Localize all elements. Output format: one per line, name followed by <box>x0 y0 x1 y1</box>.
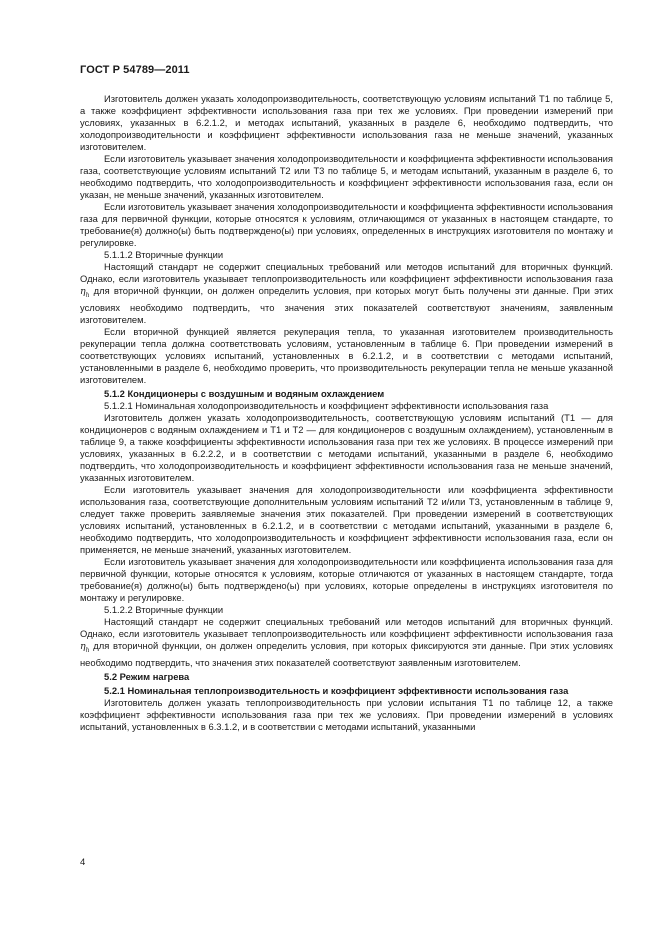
paragraph: Если вторичной функцией является рекуперация тепла, то указанная изготовителем производительность рекуперации тепла должна соответствовать условиям, установленным в таблице 6. При проведении измерений в соответствующих условиях испытаний, установленных в 6.2.1.2, и в соответствии с методами испытаний, установленными в разделе 6, необходимо проверить, что производительность рекуперации тепла не меньше указанной изготовителем. <box>80 325 613 385</box>
eta-subscript: h <box>85 646 90 654</box>
paragraph-part: для вторичной функции, он должен определить условия, при которых фиксируются эти данные. При этих условиях необходимо подтвердить, что значения этих показателей соответствуют заявленным изготовителем. <box>80 639 613 668</box>
document-body <box>80 93 613 733</box>
section-heading: 5.2.1 Номинальная теплопроизводительность и коэффициент эффективности использования газа <box>104 684 569 696</box>
paragraph-part: для вторичной функции, он должен определить условия, при которых могут быть получены эти данные. При этих условиях необходимо подтвердить, что значения этих показателей соответствуют значениям, заявленным изготовителем. <box>80 285 614 325</box>
eta-symbol <box>80 286 90 297</box>
paragraph-part: Настоящий стандарт не содержит специальных требований или методов испытаний для вторичных функций. Однако, если изготовитель указывает теплопроизводительность или коэффициент эффективности использования газа <box>80 261 613 284</box>
subsection-heading: 5.1.1.2 Вторичные функции <box>104 249 224 260</box>
paragraph: Если изготовитель указывает значения холодопроизводительности и коэффициента эффективности использования газа, соответствующие условиям испытаний Т2 или Т3 по таблице 5, и методам испытаний, указанным в разделе 6, то необходимо подтвердить, что холодопроизводительность и коэффициент эффективности использования газа, если он указан, не меньше значений, указанных изготовителем. <box>80 153 613 200</box>
page-number: 4 <box>80 857 86 868</box>
paragraph-with-symbol <box>80 616 613 669</box>
paragraph: Изготовитель должен указать холодопроизводительность, соответствующую условиям испытаний (Т1 — для кондиционеров с водяным охлаждением и Т1 и Т2 — для кондиционеров с воздушным охлаждением), установленным в таблице 9, а также коэффициенты эффективности использования газа при тех же условиях. В процессе измерений при условиях, указанных в 6.2.2.2, и в соответствии с методами испытаний, указанными в разделе 6, необходимо подтвердить, что холодопроизводительность и коэффициент эффективности использования газа не меньше значений, указанных изготовителем. <box>80 411 613 483</box>
paragraph: Изготовитель должен указать теплопроизводительность при условии испытания Т1 по таблице 12, а также коэффициент эффективности использования газа при тех же условиях. При проведении измерений в условиях испытаний, установленных в 6.3.1.2, и в соответствии с методами испытаний, указанными <box>80 696 613 732</box>
paragraph: Если изготовитель указывает значения для холодопроизводительности или коэффициента использования газа для первичной функции, которые относятся к условиям, которые отличаются от указанных в настоящем стандарте, тогда требование(я) должно(ы) быть подтверждено(ы) при условиях, которые определены в инструкциях изготовителя по монтажу и регулировке. <box>80 555 613 603</box>
subsection-heading: 5.1.2.1 Номинальная холодопроизводительность и коэффициент эффективности использования газа <box>104 399 549 411</box>
subsection-heading: 5.1.2.2 Вторичные функции <box>104 603 224 615</box>
paragraph: Если изготовитель указывает значения для холодопроизводительности или коэффициента эффективности использования газа, соответствующие дополнительным условиям испытаний Т2 и/или Т3, установленным в таблице 9, следует также проверить заявляемые значения этих показателей. При проведении измерений в соответствующих условиях испытаний, установленных в 6.2.1.2, и в соответствии с методами испытаний, указанными в разделе 6, необходимо подтвердить, что холодопроизводительность и коэффициент эффективности использования газа, если он применяется, не меньше значений, указанных изготовителем. <box>80 483 613 555</box>
paragraph-with-symbol <box>80 261 613 326</box>
eta-letter: η <box>80 640 86 652</box>
eta-subscript: h <box>85 291 90 299</box>
eta-letter: η <box>80 286 86 297</box>
section-heading: 5.1.2 Кондиционеры с воздушным и водяным охлаждением <box>104 387 385 399</box>
paragraph-part: Настоящий стандарт не содержит специальных требований или методов испытаний для вторичных функций. Однако, если изготовитель указывает теплопроизводительность или коэффициент эффективности использования газа <box>80 615 613 639</box>
page-header-title: ГОСТ Р 54789—2011 <box>80 64 190 76</box>
eta-symbol <box>80 641 90 652</box>
paragraph: Если изготовитель указывает значения холодопроизводительности и коэффициента эффективности использования газа для первичной функции, которые относятся к условиям, отличающимся от указанных в настоящем стандарте, то требование(я) должно(ы) быть подтверждено(ы) при условиях, определенных в инструкциях изготовителя по монтажу и регулировке. <box>80 201 613 248</box>
section-heading: 5.2 Режим нагрева <box>104 670 190 682</box>
paragraph: Изготовитель должен указать холодопроизводительность, соответствующую условиям испытаний Т1 по таблице 5, а также коэффициент эффективности использования газа при тех же условиях. При проведении измерений при условиях, указанных в 6.2.1.2, и методах испытаний, указанных в разделе 6, необходимо подтвердить, что холодопроизводительности и коэффициент эффективности использования газа не меньше значений, указанных изготовителем. <box>80 93 613 152</box>
